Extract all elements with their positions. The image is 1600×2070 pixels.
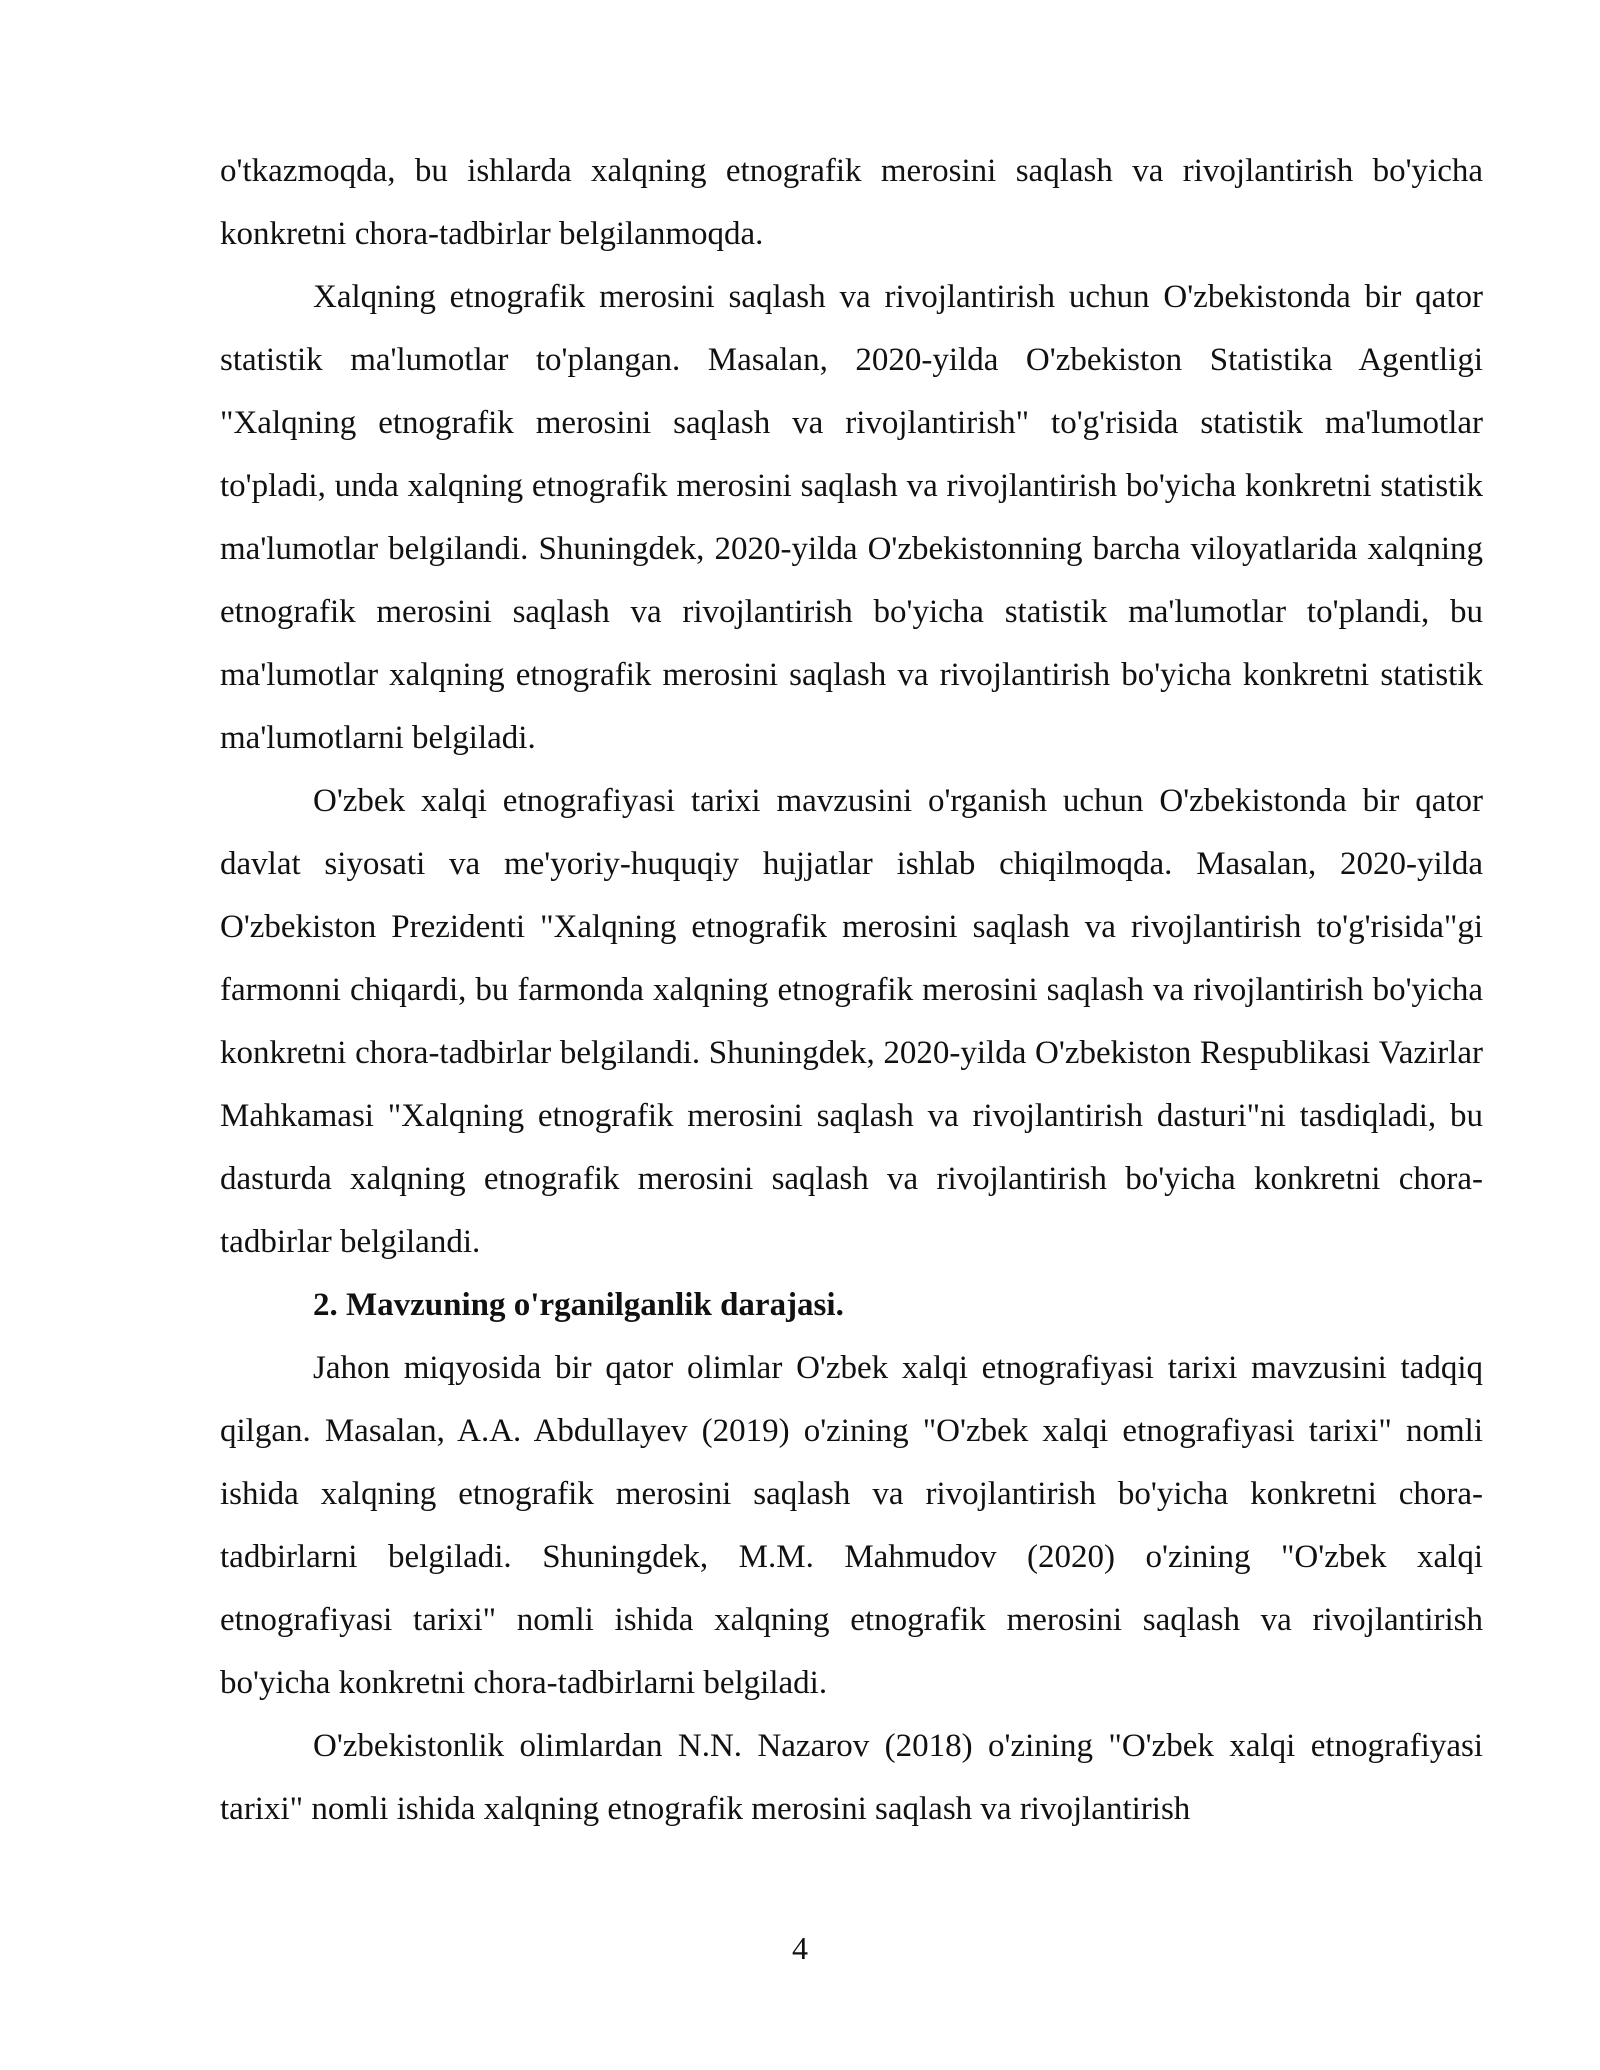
paragraph-statistics: Xalqning etnografik merosini saqlash va rivojlantirish uchun O'zbekistonda bir qator statistik ma'lumotlar to'plangan. Masalan, 2020-yilda O'zbekiston Statistika Agentligi "Xalqning etnografik merosini saqlash va rivojlantirish" to'g'risida statistik ma'lumotlar to'pladi, unda xalqning etnografik merosini saqlash va rivojlantirish bo'yicha konkretni statistik ma'lumotlar belgilandi. Shuningdek, 2020-yilda O'zbekistonning barcha viloyatlarida xalqning etnografik merosini saqlash va rivojlantirish bo'yicha statistik ma'lumotlar to'plandi, bu ma'lumotlar xalqning etnografik merosini saqlash va rivojlantirish bo'yicha konkretni statistik ma'lumotlarni belgiladi. [220, 279, 1483, 756]
paragraph-uzbek-scholars: O'zbekistonlik olimlardan N.N. Nazarov (2018) o'zining "O'zbek xalqi etnografiyasi tarixi" nomli ishida xalqning etnografik merosini saqlash va rivojlantirish [220, 1728, 1483, 1827]
paragraph-state-policy: O'zbek xalqi etnografiyasi tarixi mavzusini o'rganish uchun O'zbekistonda bir qator davlat siyosati va me'yoriy-huquqiy hujjatlar ishlab chiqilmoqda. Masalan, 2020-yilda O'zbekiston Prezidenti "Xalqning etnografik merosini saqlash va rivojlantirish to'g'risida"gi farmonni chiqardi, bu farmonda xalqning etnografik merosini saqlash va rivojlantirish bo'yicha konkretni chora-tadbirlar belgilandi. Shuningdek, 2020-yilda O'zbekiston Respublikasi Vazirlar Mahkamasi "Xalqning etnografik merosini saqlash va rivojlantirish dasturi"ni tasdiqladi, bu dasturda xalqning etnografik merosini saqlash va rivojlantirish bo'yicha konkretni chora-tadbirlar belgilandi. [220, 783, 1483, 1260]
paragraph-world-scholars: Jahon miqyosida bir qator olimlar O'zbek xalqi etnografiyasi tarixi mavzusini tadqiq qilgan. Masalan, A.A. Abdullayev (2019) o'zining "O'zbek xalqi etnografiyasi tarixi" nomli ishida xalqning etnografik merosini saqlash va rivojlantirish bo'yicha konkretni chora-tadbirlarni belgiladi. Shuningdek, M.M. Mahmudov (2020) o'zining "O'zbek xalqi etnografiyasi tarixi" nomli ishida xalqning etnografik merosini saqlash va rivojlantirish bo'yicha konkretni chora-tadbirlarni belgiladi. [220, 1350, 1483, 1701]
document-page [220, 140, 1483, 1841]
section-heading: 2. Mavzuning o'rganilganlik darajasi. [313, 1287, 844, 1323]
paragraph-continuation: o'tkazmoqda, bu ishlarda xalqning etnografik merosini saqlash va rivojlantirish bo'yicha konkretni chora-tadbirlar belgilanmoqda. [220, 153, 1483, 252]
page-number: 4 [792, 1930, 808, 1966]
